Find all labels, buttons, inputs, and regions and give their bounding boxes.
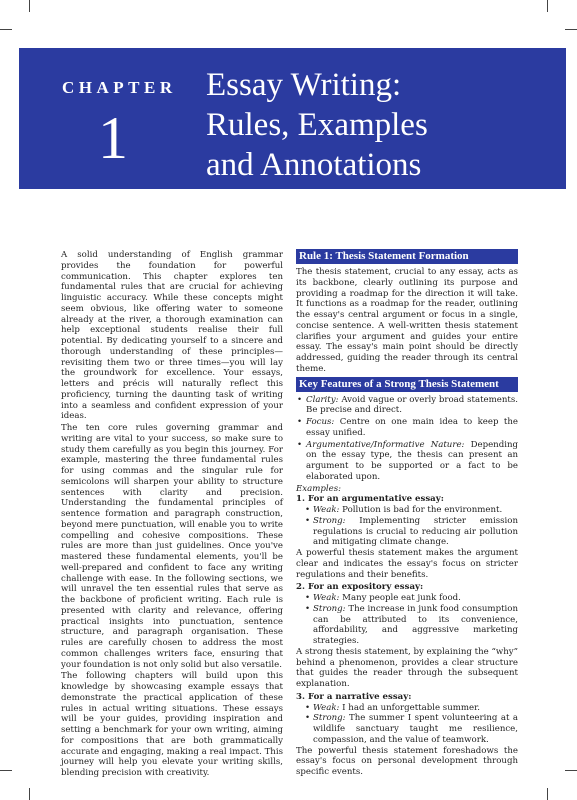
feature-item — [296, 440, 518, 483]
weak-example — [305, 703, 518, 714]
chapter-number: 1 — [98, 105, 128, 171]
chapter-label: CHAPTER — [62, 78, 177, 97]
feature-text: Centre on one main idea to keep the essay unified. — [306, 417, 518, 438]
example-points — [296, 703, 518, 746]
feature-text: Depending on the essay type, the thesis can present an argument to be supported or a fact to be elaborated upon. — [306, 439, 518, 482]
strong-text: The summer I spent volunteering at a wildlife sanctuary taught me resilience, compassion, and the value of teamwork. — [313, 713, 518, 745]
strong-text: The increase in junk food consumption can be attributed to its convenience, affordability, and aggressive marketing strategies. — [313, 603, 518, 646]
feature-term: Clarity: — [306, 394, 339, 405]
crop-mark — [547, 788, 548, 800]
weak-text: Pollution is bad for the environment. — [339, 505, 503, 515]
intro-paragraph: A solid understanding of English grammar provides the foundation for powerful communication. This chapter explores ten fundamental rules that are crucial for achieving linguistic accuracy. While these concepts might seem obvious, like offering water to someone already at the river, a thorough examination can help exceptional students realise their full potential. By dedicating yourself to a sincere and thorough understanding of these principles—revisiting them two or three times—you will lay the groundwork for excellence. Your essays, letters and précis will naturally reflect this proficiency, turning the daunting task of writing into a seamless and confident expression of your ideas. — [61, 250, 283, 422]
rule-body: The thesis statement, crucial to any essay, acts as its backbone, clearly outlining its purpose and providing a roadmap for the direction it will take. It functions as a roadmap for the reader, outlining the essay's central argument or focus in a single, concise sentence. A well-written thesis statement clarifies your argument and guides your entire essay. The essay's main point should be directly addressed, guiding the reader through its central theme. — [296, 267, 518, 374]
crop-mark — [0, 29, 12, 30]
weak-text: I had an unforgettable summer. — [339, 702, 481, 713]
feature-term: Argumentative/Informative Nature: — [306, 439, 465, 450]
intro-column — [61, 250, 283, 780]
weak-label: Weak: — [313, 702, 340, 713]
chapter-title-line: Essay Writing: — [206, 67, 402, 103]
crop-mark — [565, 29, 577, 30]
feature-text: Avoid vague or overly broad statements. Be precise and direct. — [306, 394, 518, 416]
intro-paragraph: The following chapters will build upon this knowledge by showcasing example essays that demonstrate the practical application of these rules in actual writing situations. These essays will be your guides, providing inspiration and setting a benchmark for your own writing, aiming for compositions that are both grammatically accurate and engaging, making a real impact. This journey will help you elevate your writing skills, blending precision with creativity. — [61, 671, 283, 778]
example-points — [296, 505, 518, 548]
chapter-title-line: and Annotations — [206, 147, 422, 183]
example-title: 2. For an expository essay: — [296, 582, 424, 593]
weak-label: Weak: — [313, 505, 340, 515]
strong-text: Implementing stricter emission regulations is crucial to reducing air pollution and mitigating climate change. — [313, 515, 518, 548]
strong-example — [305, 713, 518, 745]
examples-label: Examples: — [296, 483, 342, 494]
chapter-title — [206, 65, 428, 185]
weak-example — [305, 505, 518, 516]
feature-item — [296, 395, 518, 417]
intro-paragraph: The ten core rules governing grammar and writing are vital to your success, so make sure to study them carefully as you begin this journey. For example, mastering the three fundamental rules for using commas and the singular rule for semicolons will sharpen your ability to structure sentences with clarity and precision. Understanding the fundamental principles of sentence formation and paragraph construction, beyond mere punctuation, will enable you to write compelling and cohesive compositions. These rules are more than just guidelines. Once you've mastered these fundamental elements, you'll be well-prepared and confident to face any writing challenge with ease. In the following sections, we will unravel the ten essential rules that serve as the backbone of proficient writing. Each rule is presented with clarity and relevance, offering practical insights into punctuation, sentence structure, and paragraph organisation. These rules are carefully chosen to address the most common challenges writers face, ensuring that your foundation is not only solid but also versatile. — [61, 423, 283, 670]
example-item — [296, 494, 518, 580]
weak-text: Many people eat junk food. — [339, 593, 461, 603]
strong-example — [305, 604, 518, 647]
weak-label: Weak: — [313, 593, 340, 603]
example-note: The powerful thesis statement foreshadows the essay's focus on personal development through specific events. — [296, 745, 518, 777]
example-item — [296, 692, 518, 778]
crop-mark — [29, 788, 30, 800]
example-note: A strong thesis statement, by explaining the “why” behind a phenomenon, provides a clear structure that guides the reader through the subsequent explanation. — [296, 646, 518, 689]
features-heading: Key Features of a Strong Thesis Statement — [296, 377, 518, 392]
strong-label: Strong: — [313, 603, 346, 614]
example-title: 3. For a narrative essay: — [296, 691, 412, 702]
feature-term: Focus: — [306, 417, 335, 427]
strong-example — [305, 516, 518, 548]
chapter-title-line: Rules, Examples — [206, 107, 428, 143]
rule-column — [296, 249, 518, 780]
examples-list — [296, 494, 518, 778]
strong-label: Strong: — [313, 515, 346, 526]
feature-item — [296, 417, 518, 439]
crop-mark — [29, 0, 30, 12]
crop-mark — [0, 770, 12, 771]
example-title: 1. For an argumentative essay: — [296, 494, 444, 505]
crop-mark — [565, 770, 577, 771]
crop-mark — [547, 0, 548, 12]
example-note: A powerful thesis statement makes the argument clear and indicates the essay's focus on stricter regulations and their benefits. — [296, 548, 518, 580]
features-list — [296, 395, 518, 483]
example-points — [296, 593, 518, 647]
rule-heading: Rule 1: Thesis Statement Formation — [296, 249, 518, 264]
weak-example — [305, 593, 518, 604]
strong-label: Strong: — [313, 713, 346, 724]
example-item — [296, 582, 518, 690]
